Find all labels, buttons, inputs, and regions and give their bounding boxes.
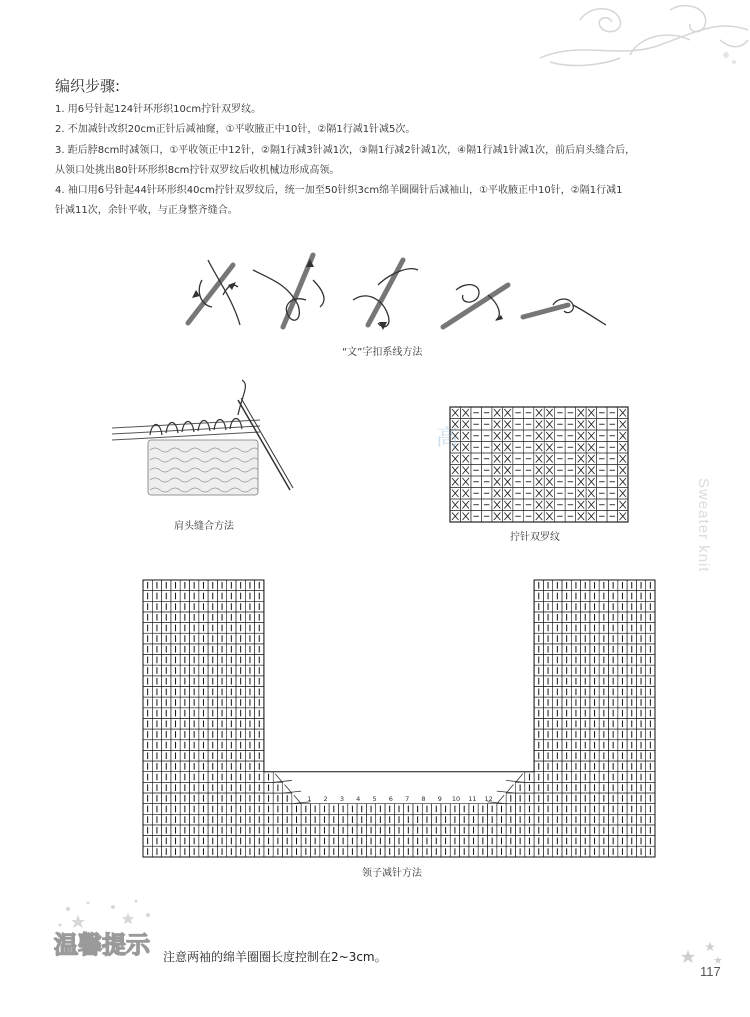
step-line: 从领口处挑出80针环形织8cm拧针双罗纹后收机械边形成高领。 bbox=[55, 165, 340, 176]
twisted-rib-chart bbox=[436, 407, 628, 522]
steps-title: 编织步骤: bbox=[55, 77, 121, 95]
knot-diagram bbox=[178, 245, 608, 340]
neck-stitch-number: 12 bbox=[484, 794, 493, 803]
neck-stitch-number: 2 bbox=[323, 794, 328, 803]
step-line: 3. 距后脖8cm时减领口，①平收领正中12针，②隔1行减3针减1次，③隔1行减2针减1次，④隔1行减1针减1次，前后肩头缝合后， bbox=[55, 145, 636, 156]
corner-ornament bbox=[520, 0, 750, 75]
shoulder-caption: 肩头缝合方法 bbox=[174, 521, 234, 532]
rib-watermark: 高 bbox=[436, 426, 459, 451]
neck-stitch-number: 1 bbox=[307, 794, 312, 803]
tips-logo bbox=[48, 895, 163, 965]
rib-grid bbox=[450, 407, 628, 522]
neck-stitch-number: 11 bbox=[468, 794, 477, 803]
neck-stitch-number: 3 bbox=[339, 794, 345, 803]
page-number: 117 bbox=[700, 964, 721, 979]
neck-stitch-number: 9 bbox=[437, 794, 442, 803]
step-line: 4. 袖口用6号针起44针环形织40cm拧针双罗纹后，统一加至50针织3cm绵羊圈圈针后减袖山，①平收腋正中10针，②隔1行减1 bbox=[55, 185, 623, 196]
shoulder-seam-diagram bbox=[110, 380, 300, 500]
rib-caption: 拧针双罗纹 bbox=[510, 532, 560, 543]
neck-grid bbox=[143, 580, 655, 857]
svg-text:温馨提示: 温馨提示 bbox=[54, 931, 150, 959]
neck-stitch-number: 4 bbox=[356, 794, 361, 803]
neck-stitch-number: 7 bbox=[405, 794, 410, 803]
neck-caption: 领子减针方法 bbox=[362, 868, 422, 879]
neck-stitch-number: 8 bbox=[421, 794, 426, 803]
step-line: 1. 用6号针起124针环形织10cm拧针双罗纹。 bbox=[55, 104, 262, 115]
knot-caption: “文”字扣系线方法 bbox=[342, 347, 423, 358]
neck-decrease-chart bbox=[143, 580, 655, 857]
step-line: 针减11次，余针平收，与正身整齐缝合。 bbox=[55, 205, 238, 216]
step-line: 2. 不加减针改织20cm正针后减袖窿，①平收腋正中10针，②隔1行减1针减5次。 bbox=[55, 124, 416, 135]
neck-stitch-number: 5 bbox=[372, 794, 377, 803]
tips-text: 注意两袖的绵羊圈圈长度控制在2~3cm。 bbox=[163, 950, 387, 964]
neck-stitch-number: 10 bbox=[451, 794, 461, 803]
neck-stitch-number: 6 bbox=[388, 794, 393, 803]
side-label: Sweater knit bbox=[695, 478, 712, 573]
